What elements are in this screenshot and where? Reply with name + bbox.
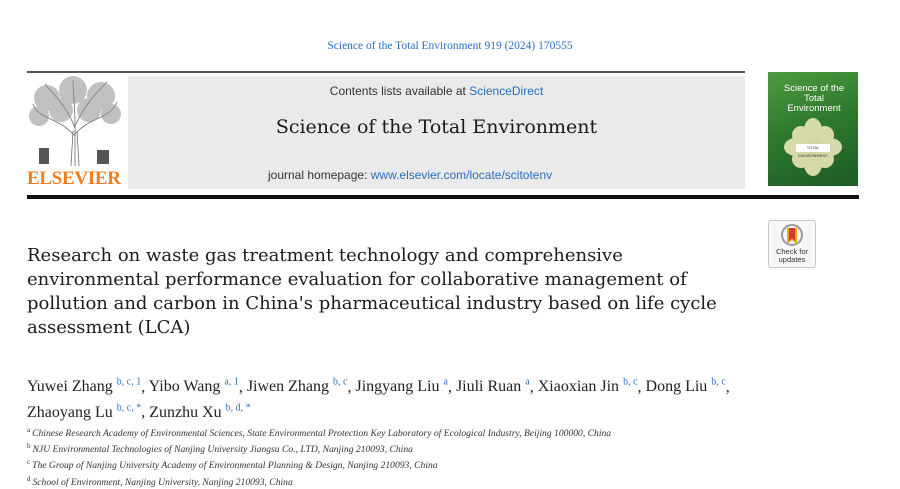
affiliation-list [27, 424, 787, 489]
contents-prefix: Contents lists available at [329, 84, 470, 98]
author-affiliation-marks[interactable]: b, c [711, 377, 726, 388]
affiliation-text: NJU Environmental Technologies of Nanjing University Jiangsu Co., LTD, Nanjing 210093, China [32, 444, 413, 456]
homepage-line [268, 168, 738, 182]
header-top-rule [27, 71, 745, 73]
cover-title [776, 84, 852, 114]
author-name-text: Jingyang Liu [355, 378, 440, 396]
homepage-link[interactable]: www.elsevier.com/locate/scitotenv [370, 168, 553, 182]
author-affiliation-marks[interactable]: a, 1 [224, 377, 239, 388]
author-name[interactable] [456, 378, 530, 395]
journal-header-box [128, 76, 745, 189]
check-for-updates-button[interactable] [768, 220, 816, 268]
author-name[interactable] [27, 378, 141, 395]
homepage-prefix: journal homepage: [268, 168, 371, 182]
author-name[interactable] [247, 378, 348, 395]
cover-title-line2: of the [820, 83, 845, 94]
author-list: Yuwei Zhang $^{b, c, 1}$, Yibo Wang $^{a, 1}$, Jiwen Zhang $^{b, c}$, Jingyang Liu $^a$, Jiuli Ruan $^a$, Xiaoxian Jin $^{b, c}$, Dong Liu $^{b, c}$, Zhaoyang Lu $^{b, c, *}$, Zunzhu Xu $^{b, d, *}$ [27, 377, 730, 421]
cover-title-line3: Total Environment [787, 93, 841, 114]
author-name-text: Zhaoyang Lu [27, 403, 113, 421]
journal-cover-image[interactable] [768, 72, 858, 186]
cover-badge: TOTAL ENVIRONMENT [796, 144, 830, 152]
author-name-text: Yibo Wang [148, 378, 221, 396]
affiliation-text: Chinese Research Academy of Environmental Sciences, State Environmental Protection Key Laboratory of Ecological Industry, Beijing 100000, China [32, 428, 612, 440]
author-affiliation-marks[interactable]: b, c [333, 377, 348, 388]
author-name[interactable] [355, 378, 447, 395]
author-name-text: Yuwei Zhang [27, 378, 113, 396]
affiliation-mark: b [27, 442, 31, 451]
author-affiliation-marks[interactable]: b, c, * [116, 402, 142, 414]
header-bottom-rule [27, 195, 859, 199]
journal-title: Science of the Total Environment [275, 116, 598, 138]
affiliation-text: The Group of Nanjing University Academy of Environmental Planning & Design, Nanjing 210093, China [32, 460, 438, 472]
author-name-text: Jiuli Ruan [455, 378, 522, 396]
elsevier-wordmark[interactable]: ELSEVIER [27, 168, 121, 189]
author-affiliation-marks[interactable]: b, c, 1 [116, 377, 142, 388]
affiliation-text: School of Environment, Nanjing University, Nanjing 210093, China [32, 476, 293, 488]
author-name[interactable] [27, 404, 141, 421]
bookmark-ribbon-icon [781, 224, 803, 248]
affiliation-item [27, 424, 787, 440]
author-name-text: Jiwen Zhang [246, 378, 330, 396]
cover-title-line1: Science [783, 83, 818, 94]
author-name[interactable] [149, 404, 250, 421]
author-name[interactable] [538, 378, 638, 395]
author-affiliation-marks[interactable]: a [525, 377, 530, 388]
affiliation-item [27, 473, 787, 489]
affiliation-mark: a [27, 426, 31, 434]
author-name-text: Xiaoxian Jin [537, 378, 620, 396]
contents-line [128, 84, 745, 98]
check-updates-line1: Check for [775, 247, 809, 256]
author-name[interactable] [646, 378, 726, 395]
author-name-text: Dong Liu [645, 378, 708, 396]
sciencedirect-link[interactable]: ScienceDirect [469, 84, 544, 98]
author-affiliation-marks[interactable]: b, d, * [225, 402, 251, 414]
citation-line[interactable]: Science of the Total Environment 919 (2024) 170555 [327, 40, 573, 52]
affiliation-mark: d [27, 474, 31, 483]
author-name-text: Zunzhu Xu [149, 403, 222, 421]
check-updates-line2: updates [778, 255, 806, 264]
affiliation-item [27, 456, 787, 472]
article-title: Research on waste gas treatment technology and comprehensive environmental performance evaluation for collaborative management of pollution and carbon in China's pharmaceutical industry based on life cycle assessment (LCA) [27, 245, 717, 338]
author-affiliation-marks[interactable]: b, c [623, 377, 638, 388]
affiliation-mark: c [27, 458, 31, 467]
affiliation-item [27, 440, 787, 456]
author-affiliation-marks[interactable]: a [443, 377, 448, 388]
check-updates-label [769, 248, 815, 264]
author-name[interactable] [149, 378, 239, 395]
